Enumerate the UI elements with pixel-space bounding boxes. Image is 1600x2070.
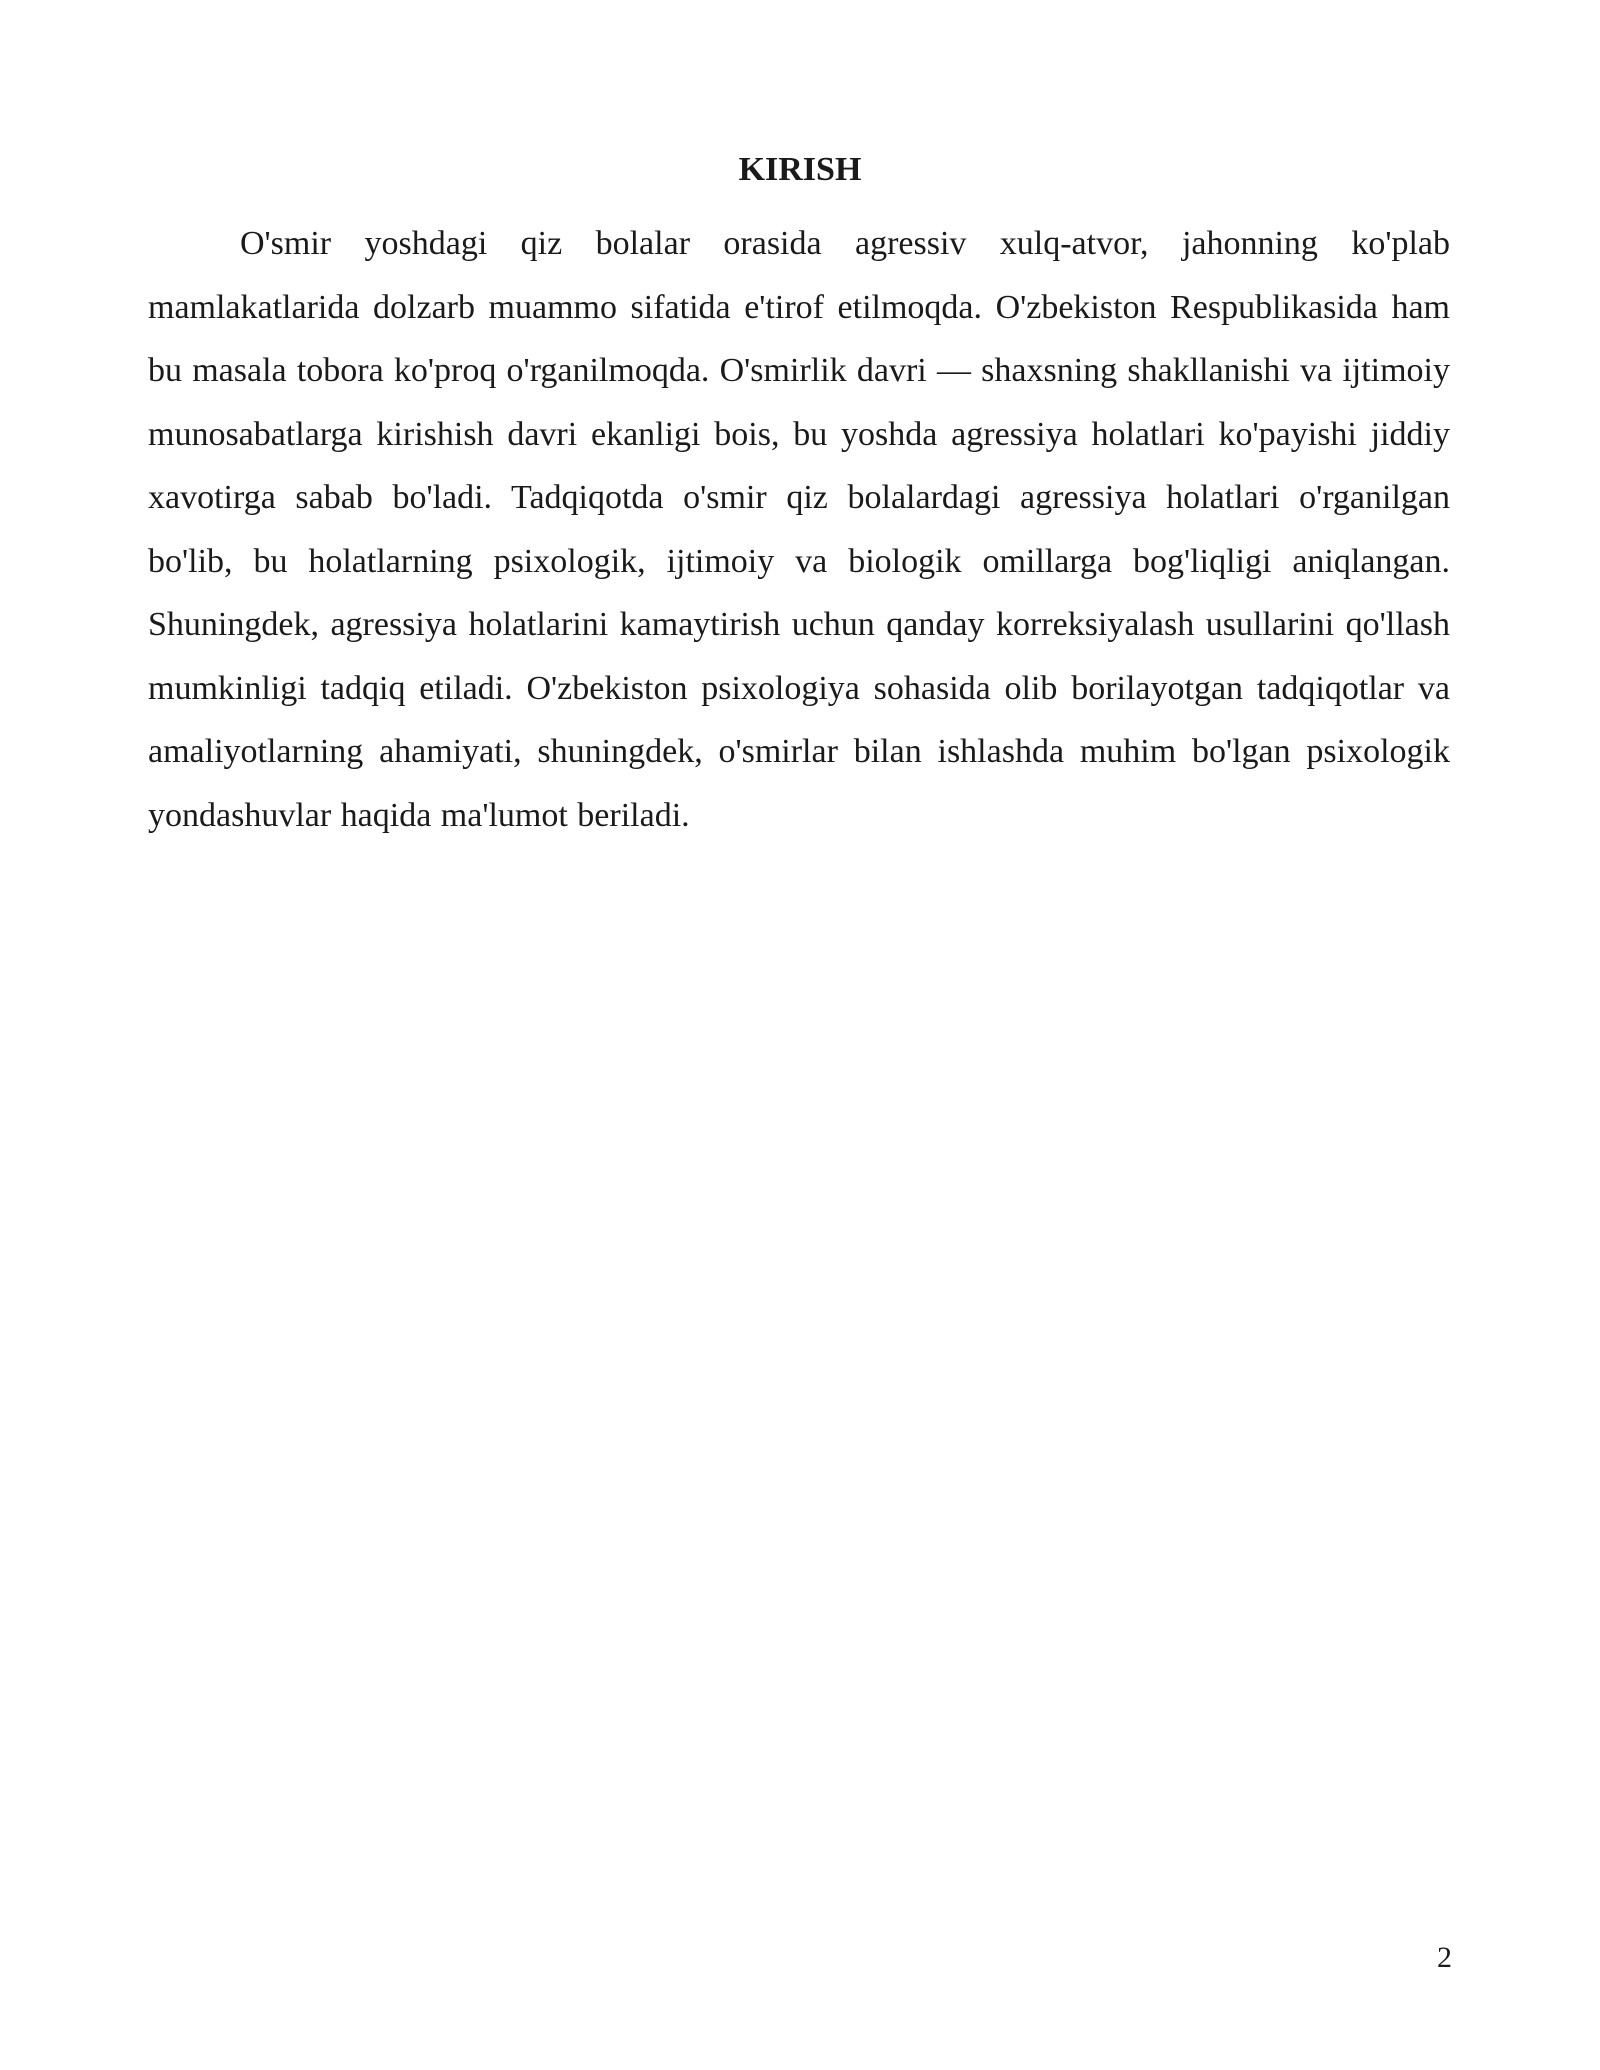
section-title: KIRISH — [738, 151, 862, 188]
intro-paragraph: O'smir yoshdagi qiz bolalar orasida agressiv xulq-atvor, jahonning ko'plab mamlakatlarida dolzarb muammo sifatida e'tirof etilmoqda. O'zbekiston Respublikasida ham bu masala tobora ko'proq o'rganilmoqda. O'smirlik davri — shaxsning shakllanishi va ijtimoiy munosabatlarga kirishish davri ekanligi bois, bu yoshda agressiya holatlari ko'payishi jiddiy xavotirga sabab bo'ladi. Tadqiqotda o'smir qiz bolalardagi agressiya holatlari o'rganilgan bo'lib, bu holatlarning psixologik, ijtimoiy va biologik omillarga bog'liqligi aniqlangan. Shuningdek, agressiya holatlarini kamaytirish uchun qanday korreksiyalash usullarini qo'llash mumkinligi tadqiq etiladi. O'zbekiston psixologiya sohasida olib borilayotgan tadqiqotlar va amaliyotlarning ahamiyati, shuningdek, o'smirlar bilan ishlashda muhim bo'lgan psixologik yondashuvlar haqida ma'lumot beriladi. — [148, 225, 1450, 834]
page-number: 2 — [1437, 1941, 1452, 1974]
